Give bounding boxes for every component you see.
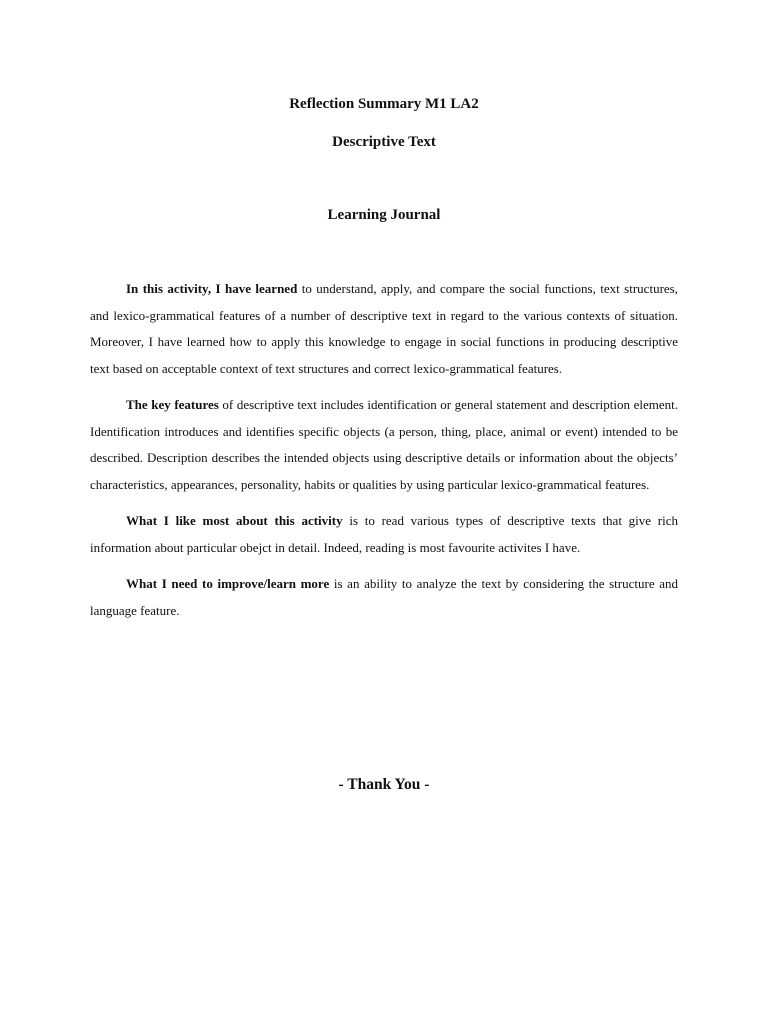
section-heading: Learning Journal bbox=[327, 207, 441, 223]
paragraph-improve bbox=[90, 571, 678, 624]
document-subtitle: Descriptive Text bbox=[332, 134, 436, 150]
body-text bbox=[90, 276, 678, 634]
paragraph-lead: What I need to improve/learn more bbox=[126, 576, 330, 591]
document-title: Reflection Summary M1 LA2 bbox=[289, 96, 479, 112]
paragraph-like-most bbox=[90, 508, 678, 561]
paragraph-learned bbox=[90, 276, 678, 382]
paragraph-text: is an ability to analyze the text by considering the structure and language feature. bbox=[90, 576, 678, 618]
paragraph-lead: In this activity, I have learned bbox=[126, 281, 298, 296]
paragraph-text: to understand, apply, and compare the social functions, text structures, and lexico-grammatical features of a number of descriptive text in regard to the various contexts of situation. Moreover, I have learned how to apply this knowledge to engage in social functions in producing descriptive text based on acceptable context of text structures and correct lexico-grammatical features. bbox=[90, 281, 678, 376]
paragraph-lead: What I like most about this activity bbox=[126, 513, 343, 528]
closing-thank-you: - Thank You - bbox=[338, 776, 430, 793]
paragraph-lead: The key features bbox=[126, 397, 219, 412]
paragraph-text: of descriptive text includes identification or general statement and description element. Identification introduces and identifies specific objects (a person, thing, place, animal or event) intended to be described. Description describes the intended objects using descriptive details or information about the objects’ characteristics, appearances, personality, habits or qualities by using particular lexico-grammatical features. bbox=[90, 397, 678, 492]
paragraph-text: is to read various types of descriptive texts that give rich information about particular obejct in detail. Indeed, reading is most favourite activites I have. bbox=[90, 513, 678, 555]
paragraph-key-features bbox=[90, 392, 678, 498]
